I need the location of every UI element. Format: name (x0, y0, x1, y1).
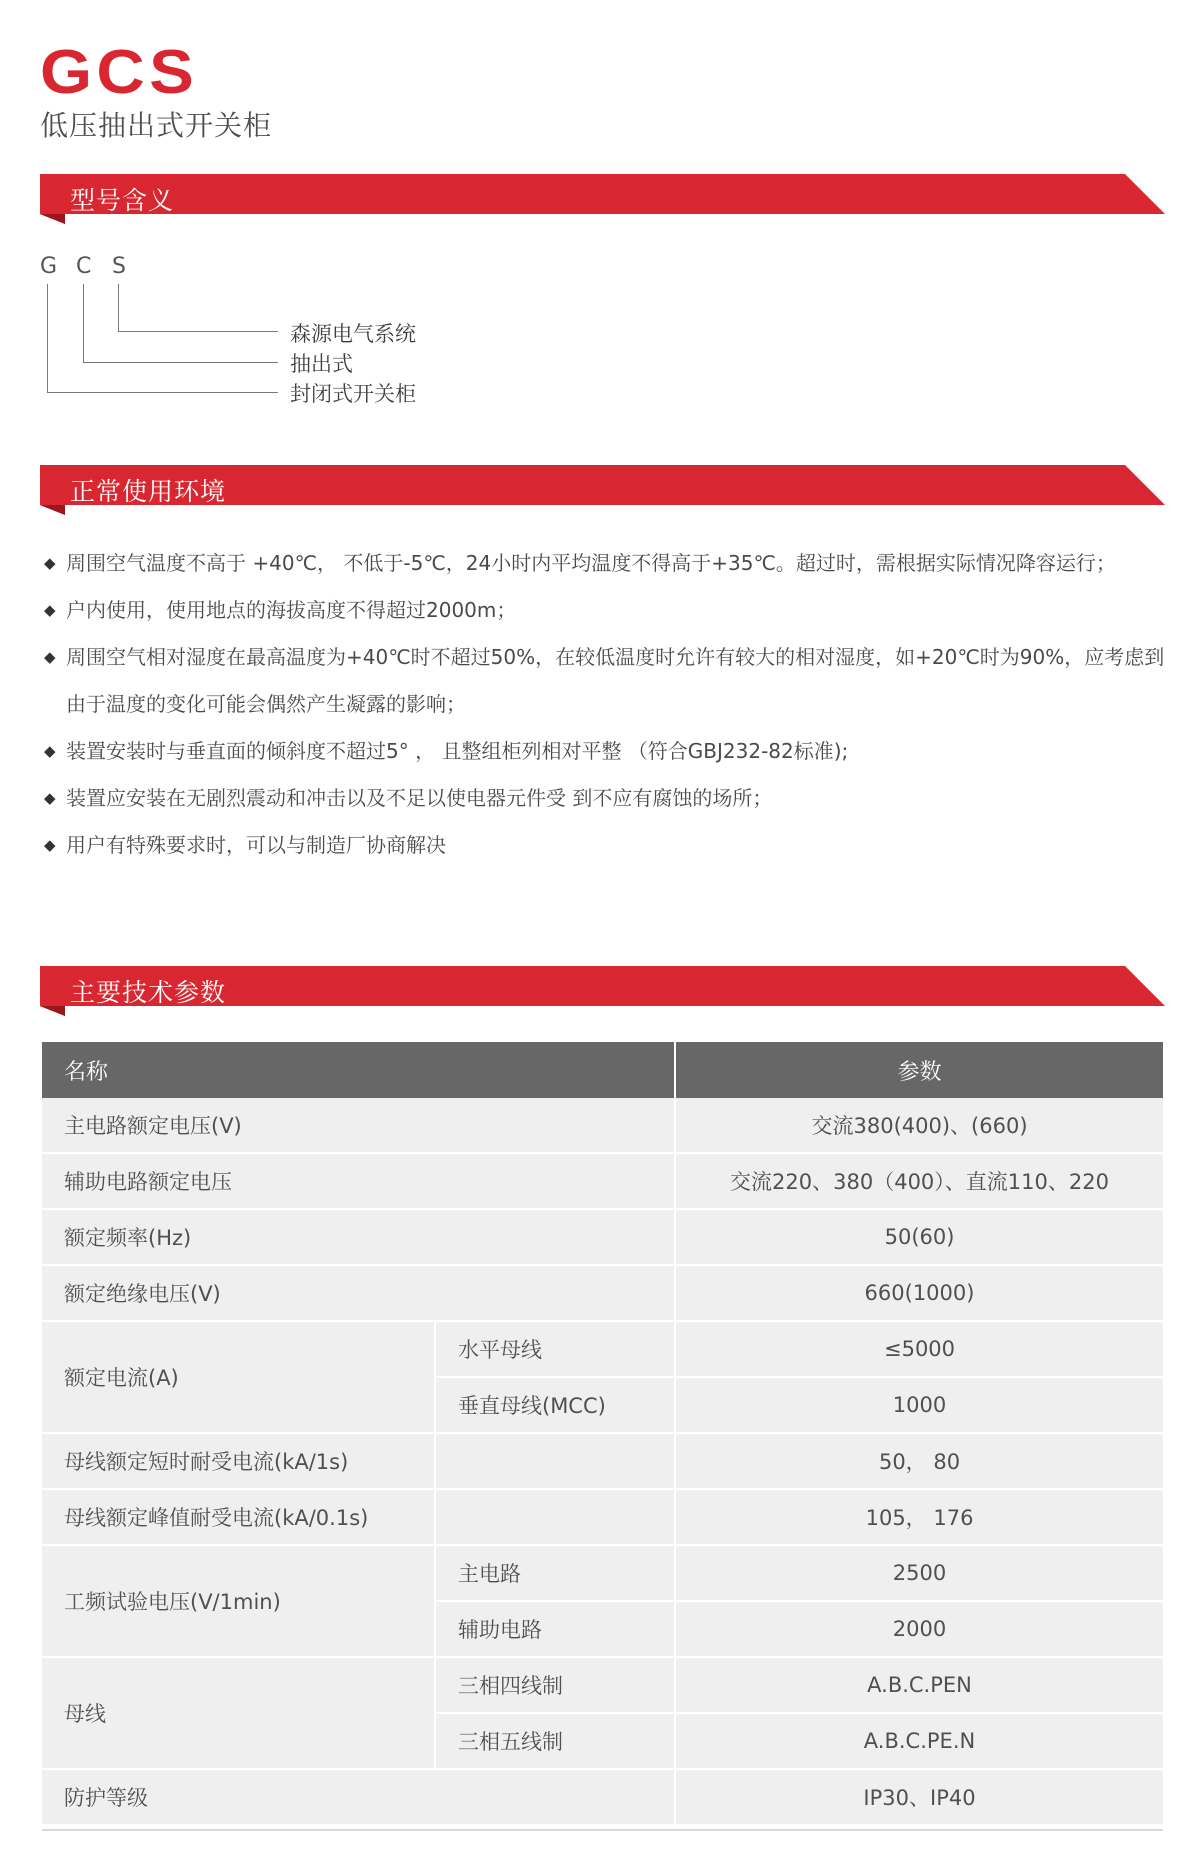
model-code-diagram (40, 250, 640, 410)
row-value: 105， 176 (675, 1489, 1163, 1545)
row-value: 2000 (675, 1601, 1163, 1657)
row-value: 50， 80 (675, 1433, 1163, 1489)
table-row (42, 1098, 1163, 1153)
diamond-bullet-icon: ◆ (44, 742, 56, 760)
diamond-bullet-icon: ◆ (44, 554, 56, 572)
brand-logo: GCS (40, 38, 199, 107)
row-sub-name: 垂直母线(MCC) (435, 1377, 675, 1433)
table-row (42, 1657, 1163, 1713)
row-sub-name: 主电路 (435, 1545, 675, 1601)
row-name: 额定绝缘电压(V) (42, 1265, 675, 1321)
row-sub-name (435, 1489, 675, 1545)
row-name: 母线 (42, 1657, 435, 1769)
environment-list (44, 540, 1174, 869)
diamond-bullet-icon: ◆ (44, 648, 56, 666)
table-row (42, 1433, 1163, 1489)
row-value: 50(60) (675, 1209, 1163, 1265)
row-sub-name: 三相四线制 (435, 1657, 675, 1713)
row-name: 母线额定峰值耐受电流(kA/0.1s) (42, 1489, 435, 1545)
row-value: ≤5000 (675, 1321, 1163, 1377)
row-value: IP30、IP40 (675, 1769, 1163, 1825)
row-name: 主电路额定电压(V) (42, 1098, 675, 1153)
list-item: ◆ 周围空气相对湿度在最高温度为+40℃时不超过50%，在较低温度时允许有较大的相对湿度，如+20℃时为90%，应考虑到由于温度的变化可能会偶然产生凝露的影响； (44, 634, 1174, 728)
table-header-row (42, 1042, 1163, 1098)
section-banner-environment (40, 465, 1165, 515)
row-name: 工频试验电压(V/1min) (42, 1545, 435, 1657)
row-sub-name: 辅助电路 (435, 1601, 675, 1657)
list-item: ◆ 装置应安装在无剧烈震动和冲击以及不足以使电器元件受 到不应有腐蚀的场所； (44, 775, 1174, 822)
table-row (42, 1489, 1163, 1545)
diamond-bullet-icon: ◆ (44, 789, 56, 807)
table-row (42, 1265, 1163, 1321)
section-title-model: 型号含义 (70, 186, 175, 215)
row-name: 额定电流(A) (42, 1321, 435, 1433)
table-row (42, 1209, 1163, 1265)
code-line-s-horizontal (118, 331, 278, 332)
row-name: 辅助电路额定电压 (42, 1153, 675, 1209)
row-name: 额定频率(Hz) (42, 1209, 675, 1265)
params-table (42, 1042, 1163, 1826)
list-item: ◆ 用户有特殊要求时，可以与制造厂协商解决 (44, 822, 1174, 869)
row-name: 防护等级 (42, 1769, 675, 1825)
code-line-g-horizontal (47, 392, 278, 393)
code-line-g-vertical (47, 284, 48, 392)
page-subtitle: 低压抽出式开关柜 (40, 109, 273, 142)
list-item: ◆ 周围空气温度不高于 +40℃， 不低于-5℃，24小时内平均温度不得高于+35℃。超过时，需根据实际情况降容运行； (44, 540, 1174, 587)
row-sub-name: 三相五线制 (435, 1713, 675, 1769)
code-line-c-vertical (83, 284, 84, 362)
row-value: A.B.C.PEN (675, 1657, 1163, 1713)
code-desc-c: 抽出式 (290, 352, 353, 376)
banner-shape (40, 174, 1165, 224)
table-row (42, 1321, 1163, 1377)
diamond-bullet-icon: ◆ (44, 836, 56, 854)
code-letter-c: C (76, 254, 92, 279)
code-letter-g: G (40, 254, 58, 279)
row-value: 交流220、380（400）、直流110、220 (675, 1153, 1163, 1209)
column-header-value: 参数 (675, 1042, 1163, 1098)
table-bottom-rule (42, 1829, 1163, 1831)
code-desc-s: 森源电气系统 (290, 322, 416, 346)
code-line-s-vertical (118, 284, 119, 331)
column-header-name: 名称 (42, 1042, 675, 1098)
table-row (42, 1153, 1163, 1209)
row-value: A.B.C.PE.N (675, 1713, 1163, 1769)
row-sub-name: 水平母线 (435, 1321, 675, 1377)
list-item: ◆ 户内使用，使用地点的海拔高度不得超过2000m； (44, 587, 1174, 634)
section-title-environment: 正常使用环境 (70, 477, 227, 506)
diamond-bullet-icon: ◆ (44, 601, 56, 619)
table-row (42, 1545, 1163, 1601)
table-row (42, 1769, 1163, 1825)
section-banner-model (40, 174, 1165, 224)
row-value: 660(1000) (675, 1265, 1163, 1321)
section-title-params: 主要技术参数 (70, 978, 227, 1007)
row-value: 2500 (675, 1545, 1163, 1601)
row-name: 母线额定短时耐受电流(kA/1s) (42, 1433, 435, 1489)
code-letter-s: S (112, 254, 126, 279)
list-item: ◆ 装置安装时与垂直面的倾斜度不超过5° ， 且整组柜列相对平整 （符合GBJ232-82标准); (44, 728, 1174, 775)
row-sub-name (435, 1433, 675, 1489)
row-value: 1000 (675, 1377, 1163, 1433)
section-banner-params (40, 966, 1165, 1016)
code-line-c-horizontal (83, 362, 278, 363)
row-value: 交流380(400)、(660) (675, 1098, 1163, 1153)
code-desc-g: 封闭式开关柜 (290, 382, 416, 406)
